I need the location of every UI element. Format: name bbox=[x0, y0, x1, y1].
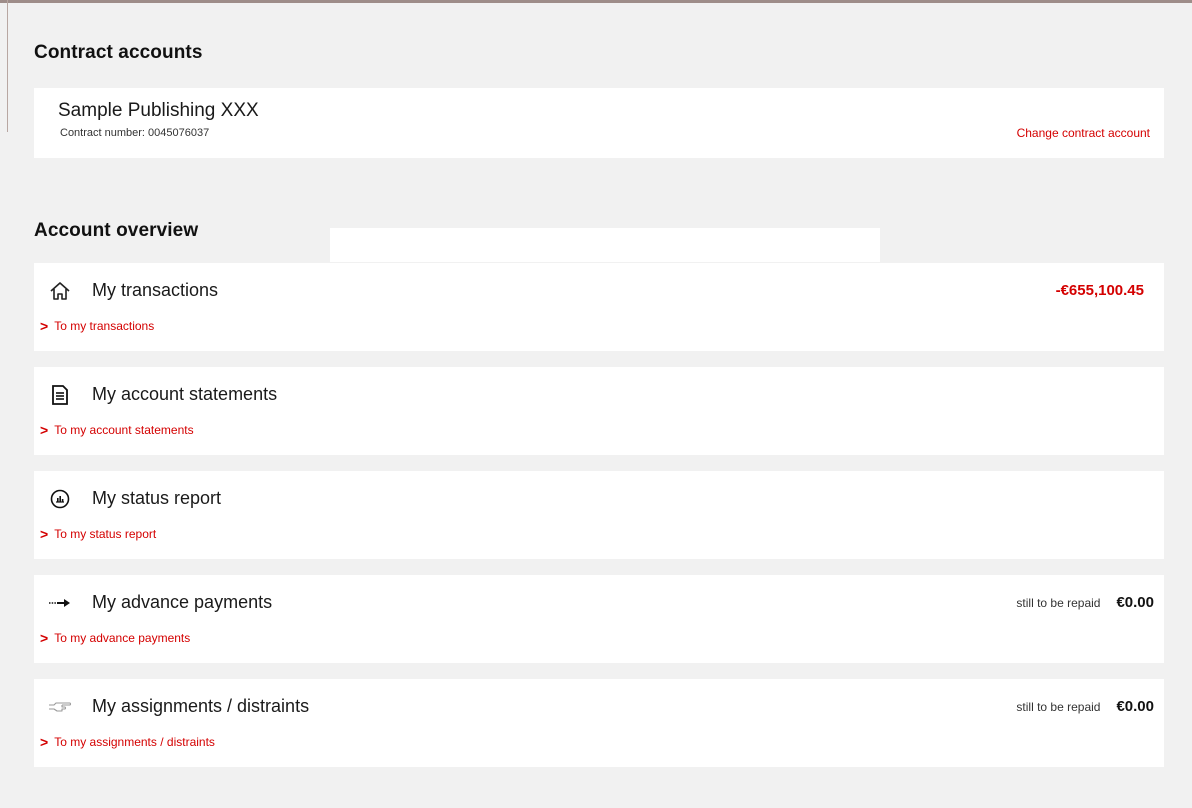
house-icon bbox=[48, 279, 72, 303]
account-statements-card bbox=[34, 367, 1164, 455]
change-contract-account-link[interactable]: Change contract account bbox=[1016, 126, 1150, 140]
transactions-link[interactable] bbox=[40, 318, 154, 334]
advance-payments-repay-amount: €0.00 bbox=[1116, 594, 1154, 611]
status-report-card bbox=[34, 471, 1164, 559]
transactions-card bbox=[34, 263, 1164, 351]
status-report-link-label: To my status report bbox=[54, 527, 157, 541]
account-statements-link-label: To my account statements bbox=[54, 423, 194, 437]
advance-payments-repay bbox=[1016, 594, 1154, 611]
transactions-balance: -€655,100.45 bbox=[1055, 282, 1144, 299]
account-overview-heading: Account overview bbox=[34, 220, 199, 241]
assignments-distraints-link-label: To my assignments / distraints bbox=[54, 735, 215, 749]
status-report-link[interactable] bbox=[40, 526, 156, 542]
assignments-distraints-repay-label: still to be repaid bbox=[1016, 700, 1101, 714]
account-statements-link[interactable] bbox=[40, 422, 194, 438]
assignments-distraints-link[interactable] bbox=[40, 734, 215, 750]
advance-payments-link[interactable] bbox=[40, 630, 190, 646]
contract-number: Contract number: 0045076037 bbox=[60, 127, 210, 136]
top-divider bbox=[0, 0, 1192, 3]
status-report-title: My status report bbox=[92, 488, 222, 508]
advance-payments-repay-label: still to be repaid bbox=[1016, 596, 1101, 610]
assignments-distraints-repay-amount: €0.00 bbox=[1116, 698, 1154, 715]
transactions-link-label: To my transactions bbox=[54, 319, 155, 333]
advance-payments-link-label: To my advance payments bbox=[54, 631, 191, 645]
chevron-right-icon: > bbox=[40, 318, 49, 334]
left-divider bbox=[7, 0, 8, 132]
chevron-right-icon: > bbox=[40, 422, 49, 438]
redaction-block bbox=[330, 228, 880, 262]
assignments-distraints-card bbox=[34, 679, 1164, 767]
chevron-right-icon: > bbox=[40, 734, 49, 750]
assignments-distraints-repay bbox=[1016, 698, 1154, 715]
assignments-distraints-title: My assignments / distraints bbox=[92, 696, 310, 716]
advance-payments-title: My advance payments bbox=[92, 592, 273, 612]
transactions-title: My transactions bbox=[92, 280, 219, 300]
chevron-right-icon: > bbox=[40, 526, 49, 542]
chevron-right-icon: > bbox=[40, 630, 49, 646]
document-icon bbox=[48, 383, 72, 407]
advance-payments-card bbox=[34, 575, 1164, 663]
dotted-arrow-icon bbox=[48, 591, 72, 615]
pointing-hand-icon bbox=[48, 695, 72, 719]
contract-accounts-heading: Contract accounts bbox=[34, 42, 203, 63]
account-statements-title: My account statements bbox=[92, 384, 278, 404]
contract-account-card bbox=[34, 88, 1164, 158]
contract-account-name: Sample Publishing XXX bbox=[58, 100, 259, 121]
status-chart-icon bbox=[48, 487, 72, 511]
